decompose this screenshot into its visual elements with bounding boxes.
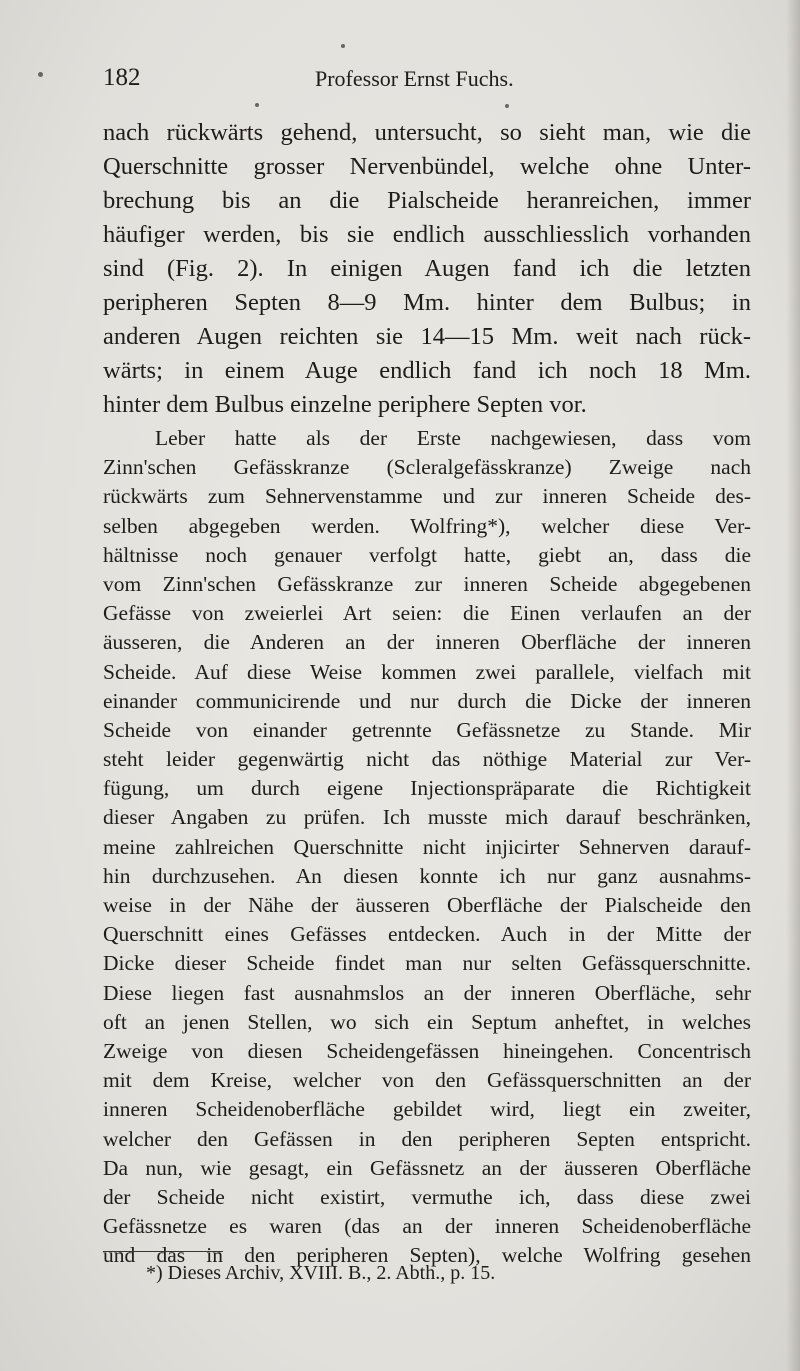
running-head: Professor Ernst Fuchs. [315, 66, 514, 91]
ink-speck [341, 44, 345, 48]
text-line: der Scheide nicht existirt, vermuthe ich, dass diese zwei [103, 1184, 751, 1209]
text-line: und das in den peripheren Septen), welche Wolfring gesehen [103, 1243, 751, 1268]
text-line: oft an jenen Stellen, wo sich ein Septum anheftet, in welches [103, 1009, 751, 1034]
text-line: Scheide. Auf diese Weise kommen zwei parallele, vielfach mit [103, 659, 751, 684]
text-line: Scheide von einander getrennte Gefässnetze zu Stande. Mir [103, 717, 751, 742]
text-line: Diese liegen fast ausnahmslos an der inneren Oberfläche, sehr [103, 980, 751, 1005]
text-line: einander communicirende und nur durch die Dicke der inneren [103, 688, 751, 713]
text-line: wärts; in einem Auge endlich fand ich noch 18 Mm. [103, 357, 751, 384]
text-line: fügung, um durch eigene Injectionspräparate die Richtigkeit [103, 776, 751, 801]
page-edge-shadow [786, 0, 800, 1371]
text-line: brechung bis an die Pialscheide heranreichen, immer [103, 187, 751, 214]
text-line: mit dem Kreise, welcher von den Gefässquerschnitten an der [103, 1068, 751, 1093]
text-line: Leber hatte als der Erste nachgewiesen, dass vom [155, 426, 751, 450]
text-line: sind (Fig. 2). In einigen Augen fand ich die letzten [103, 255, 751, 282]
footnote: *) Dieses Archiv, XVIII. B., 2. Abth., p. 15. [146, 1262, 496, 1284]
text-line: Zweige von diesen Scheidengefässen hineingehen. Concentrisch [103, 1038, 751, 1063]
text-line: inneren Scheidenoberfläche gebildet wird, liegt ein zweiter, [103, 1097, 751, 1122]
text-line: steht leider gegenwärtig nicht das nöthige Material zur Ver- [103, 747, 751, 772]
ink-speck [255, 103, 259, 107]
text-line: Querschnitte grosser Nervenbündel, welche ohne Unter- [103, 153, 751, 180]
text-line: peripheren Septen 8—9 Mm. hinter dem Bulbus; in [103, 289, 751, 316]
text-line: rückwärts zum Sehnervenstamme und zur inneren Scheide des- [103, 484, 751, 509]
text-line: Gefässnetze es waren (das an der inneren Scheidenoberfläche [103, 1214, 751, 1239]
text-line: nach rückwärts gehend, untersucht, so sieht man, wie die [103, 119, 751, 146]
text-line: hinter dem Bulbus einzelne periphere Septen vor. [103, 391, 587, 418]
text-line: selben abgegeben werden. Wolfring*), welcher diese Ver- [103, 513, 751, 538]
page-header [103, 64, 753, 100]
text-line: Da nun, wie gesagt, ein Gefässnetz an der äusseren Oberfläche [103, 1155, 751, 1180]
text-line: anderen Augen reichten sie 14—15 Mm. weit nach rück- [103, 323, 751, 350]
text-line: Dicke dieser Scheide findet man nur selten Gefässquerschnitte. [103, 951, 751, 976]
paragraph [103, 116, 751, 422]
footnote-divider [103, 1251, 223, 1252]
text-line: hältnisse noch genauer verfolgt hatte, giebt an, dass die [103, 542, 751, 567]
ink-speck [505, 104, 509, 108]
text-line: hin durchzusehen. An diesen konnte ich nur ganz ausnahms- [103, 863, 751, 888]
text-line: meine zahlreichen Querschnitte nicht injicirter Sehnerven darauf- [103, 834, 751, 859]
text-line: dieser Angaben zu prüfen. Ich musste mich darauf beschränken, [103, 805, 751, 830]
text-line: Gefässe von zweierlei Art seien: die Einen verlaufen an der [103, 601, 751, 626]
text-line: welcher den Gefässen in den peripheren Septen entspricht. [103, 1126, 751, 1151]
text-line: Zinn'schen Gefässkranze (Scleralgefässkranze) Zweige nach [103, 455, 751, 480]
paragraph [103, 424, 751, 1270]
text-line: häufiger werden, bis sie endlich ausschliesslich vorhanden [103, 221, 751, 248]
text-line: vom Zinn'schen Gefässkranze zur inneren Scheide abgegebenen [103, 571, 751, 596]
page-number: 182 [103, 64, 141, 91]
text-line: weise in der Nähe der äusseren Oberfläche der Pialscheide den [103, 893, 751, 917]
text-line: Querschnitt eines Gefässes entdecken. Auch in der Mitte der [103, 922, 751, 947]
body-text [103, 116, 751, 1270]
text-line: äusseren, die Anderen an der inneren Oberfläche der inneren [103, 630, 751, 655]
ink-speck [38, 72, 43, 77]
